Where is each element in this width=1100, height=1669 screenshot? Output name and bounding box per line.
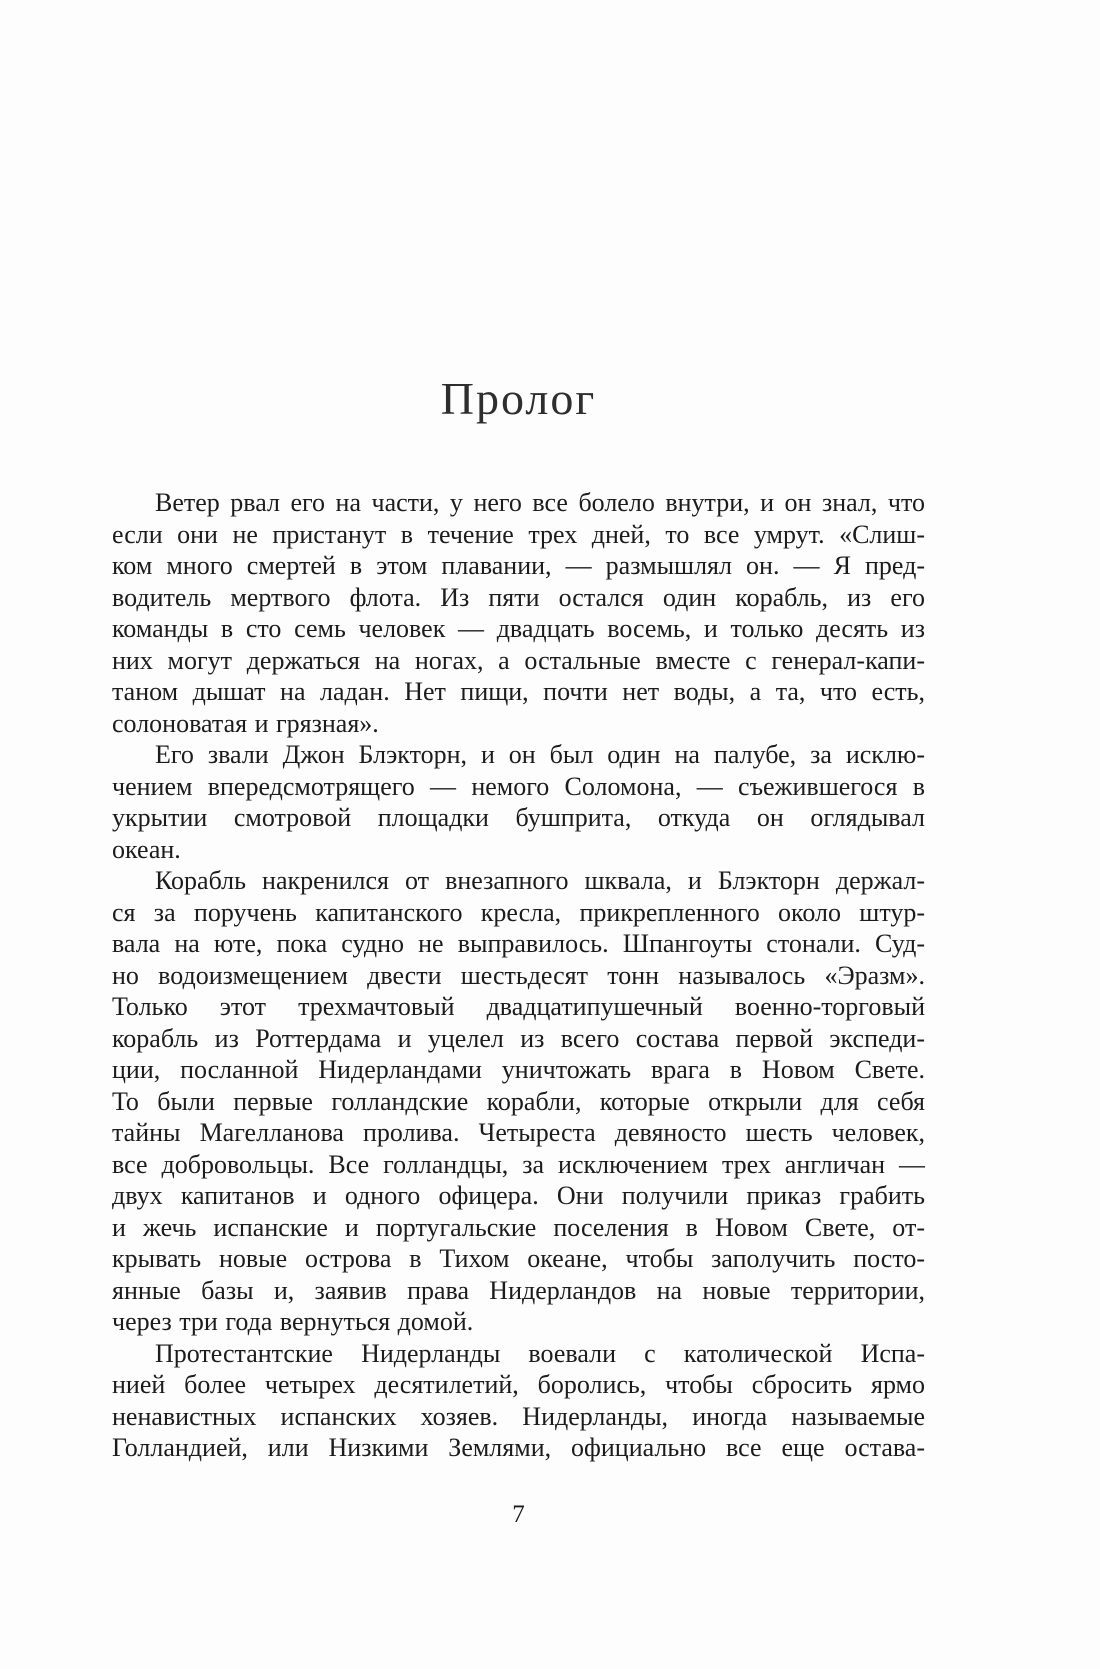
text-line: если они не пристанут в течение трех дней, то все умрут. «Слиш- <box>112 519 925 549</box>
text-line: двух капитанов и одного офицера. Они получили приказ грабить <box>112 1181 925 1210</box>
text-line: тайны Магелланова пролива. Четыреста девяносто шесть человек, <box>112 1118 925 1147</box>
text-line: янные базы и, заявив права Нидерландов на новые территории, <box>112 1275 925 1305</box>
text-line: крывать новые острова в Тихом океане, чтобы заполучить посто- <box>112 1244 925 1273</box>
text-line: Протестантские Нидерланды воевали с католической Испа- <box>155 1338 925 1368</box>
page-number: 7 <box>512 1501 525 1528</box>
chapter-title: Пролог <box>440 373 597 424</box>
text-line: Ветер рвал его на части, у него все болело внутри, и он знал, что <box>155 488 925 517</box>
text-line: вала на юте, пока судно не выправилось. Шпангоуты стонали. Суд- <box>112 929 925 958</box>
text-line: океан. <box>112 834 181 864</box>
text-line: и жечь испанские и португальские поселения в Новом Свете, от- <box>112 1212 925 1242</box>
text-line: чением впередсмотрящего — немого Соломона, — съежившегося в <box>112 771 925 801</box>
text-line: команды в сто семь человек — двадцать восемь, и только десять из <box>112 614 925 643</box>
text-line: Только этот трехмачтовый двадцатипушечный военно-торговый <box>112 992 925 1021</box>
body-text <box>112 487 925 1464</box>
text-line: Корабль накренился от внезапного шквала, и Блэкторн держал- <box>155 866 925 895</box>
text-line: корабль из Роттердама и уцелел из всего состава первой экспеди- <box>112 1023 925 1053</box>
text-line: ненавистных испанских хозяев. Нидерланды, иногда называемые <box>112 1401 925 1431</box>
text-line: через три года вернуться домой. <box>112 1307 474 1336</box>
text-line: Голландией, или Низкими Землями, официально все еще остава- <box>112 1433 925 1462</box>
text-line: ком много смертей в этом плавании, — размышлял он. — Я пред- <box>112 551 925 580</box>
text-line: укрытии смотровой площадки бушприта, откуда он оглядывал <box>112 803 925 832</box>
text-line: ся за поручень капитанского кресла, прикрепленного около штур- <box>112 897 925 927</box>
text-line: То были первые голландские корабли, которые открыли для себя <box>112 1086 925 1116</box>
text-line: солоноватая и грязная». <box>112 708 379 738</box>
text-line: них могут держаться на ногах, а остальные вместе с генерал-капи- <box>112 645 925 675</box>
text-line: таном дышат на ладан. Нет пищи, почти нет воды, а та, что есть, <box>112 677 925 706</box>
text-line: все добровольцы. Все голландцы, за исключением трех англичан — <box>112 1149 925 1179</box>
text-line: но водоизмещением двести шестьдесят тонн называлось «Эразм». <box>112 960 925 990</box>
text-line: нией более четырех десятилетий, боролись, чтобы сбросить ярмо <box>112 1370 925 1399</box>
text-line: Его звали Джон Блэкторн, и он был один на палубе, за исклю- <box>155 740 925 769</box>
text-line: водитель мертвого флота. Из пяти остался один корабль, из его <box>112 582 925 612</box>
text-line: ции, посланной Нидерландами уничтожать врага в Новом Свете. <box>112 1055 925 1084</box>
